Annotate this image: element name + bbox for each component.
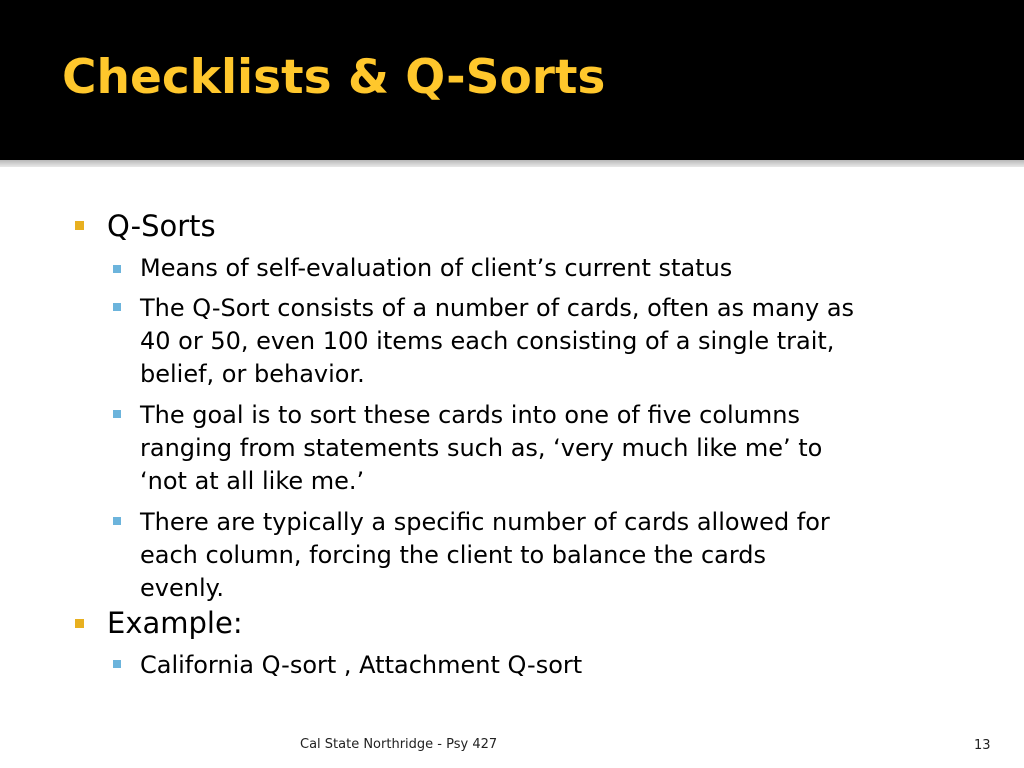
bullet-line: There are typically a specific number of cards allowed for <box>140 508 830 536</box>
bullet-line: California Q-sort , Attachment Q-sort <box>140 651 583 679</box>
bullet-line: ranging from statements such as, ‘very much like me’ to <box>140 434 823 462</box>
bullet-line: The Q-Sort consists of a number of cards, often as many as <box>140 294 855 322</box>
square-bullet-icon <box>113 517 121 525</box>
square-bullet-icon <box>113 410 121 418</box>
slide-title: Checklists & Q-Sorts <box>62 50 606 105</box>
bullet-line: 40 or 50, even 100 items each consisting of a single trait, <box>140 327 835 355</box>
square-bullet-icon <box>113 303 121 311</box>
bullet-level1-example: Example: <box>107 606 243 640</box>
bullet-line: The goal is to sort these cards into one of five columns <box>140 401 801 429</box>
page-number: 13 <box>974 738 991 753</box>
square-bullet-icon <box>113 265 121 273</box>
bullet-level1-qsorts: Q-Sorts <box>107 209 216 243</box>
footer-text: Cal State Northridge - Psy 427 <box>300 737 498 752</box>
square-bullet-icon <box>113 660 121 668</box>
bullet-line: ‘not at all like me.’ <box>140 467 365 495</box>
bullet-line: belief, or behavior. <box>140 360 365 388</box>
bullet-line: each column, forcing the client to balance the cards <box>140 541 767 569</box>
square-bullet-icon <box>75 221 84 230</box>
square-bullet-icon <box>75 619 84 628</box>
bullet-line: evenly. <box>140 574 225 602</box>
bullet-line: Means of self-evaluation of client’s current status <box>140 254 733 282</box>
